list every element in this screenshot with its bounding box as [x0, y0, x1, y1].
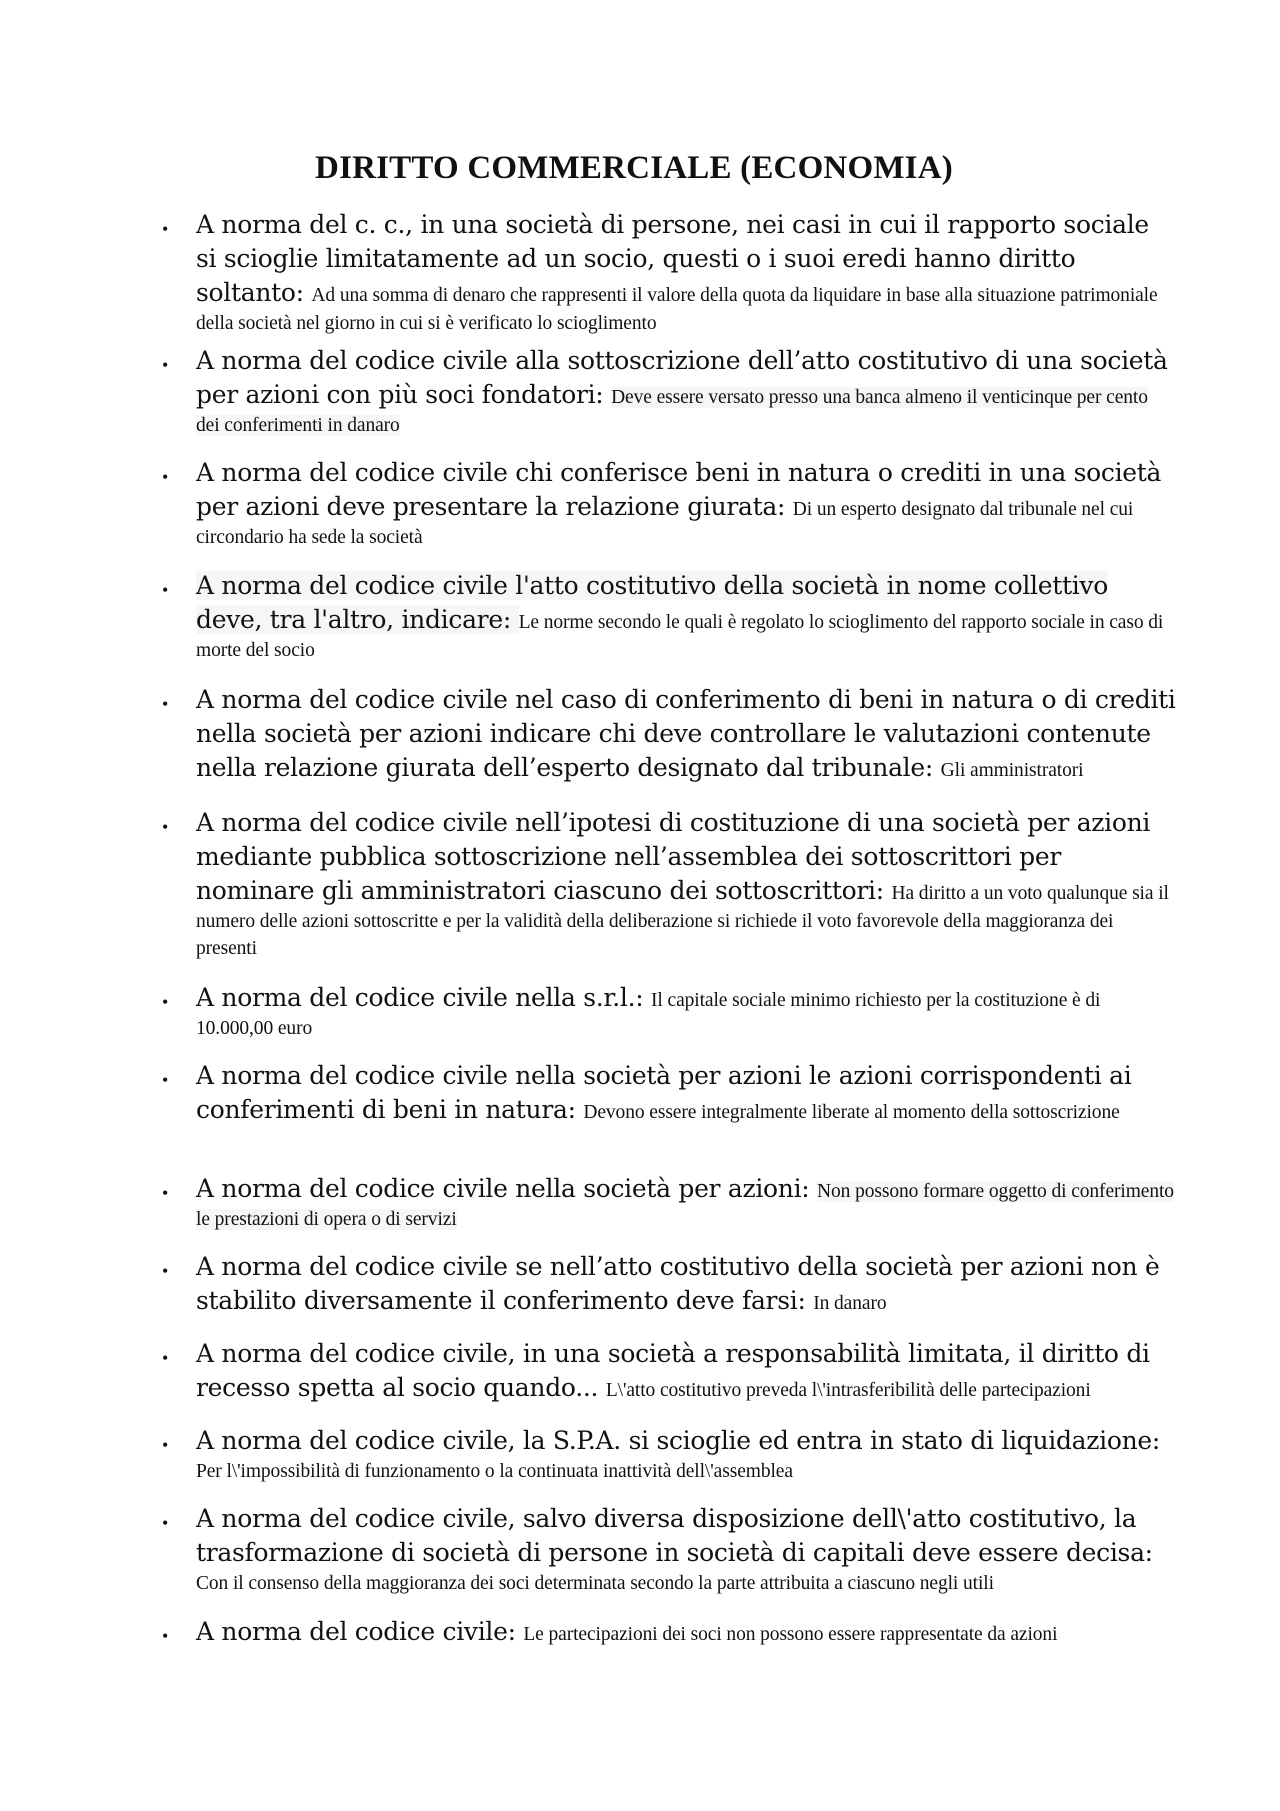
answer-text: In danaro: [813, 1293, 887, 1314]
answer-text: Con il consenso della maggioranza dei soci determinata secondo la parte attribuita a ciascuno negli utili: [196, 1573, 994, 1594]
answer-text: L\'atto costitutivo preveda l\'intrasferibilità delle partecipazioni: [605, 1380, 1091, 1401]
bullet-icon: •: [162, 355, 169, 375]
list-item: [162, 1615, 1176, 1649]
list-item: [162, 1502, 1176, 1597]
question-text: A norma del codice civile, la S.P.A. si scioglie ed entra in stato di liquidazione:: [196, 1426, 1161, 1455]
answer-text: Deve essere versato presso una banca almeno il venticinque per cento dei conferimenti in danaro: [196, 387, 1148, 436]
bullet-icon: •: [162, 817, 169, 837]
list-item: [162, 1172, 1176, 1233]
question-text: A norma del codice civile nel caso di conferimento di beni in natura o di crediti nella società per azioni indicare chi deve controllare le valutazioni contenute nella relazione giurata dell’esperto designato dal tribunale:: [196, 685, 1176, 782]
list-item: [162, 1424, 1176, 1485]
question-text: A norma del codice civile alla sottoscrizione dell’atto costitutivo di una società per azioni con più soci fondatori:: [196, 346, 1168, 409]
bullet-icon: •: [162, 1183, 169, 1203]
question-text: A norma del codice civile, salvo diversa disposizione dell\'atto costitutivo, la trasformazione di società di persone in società di capitali deve essere decisa:: [196, 1504, 1153, 1567]
question-text: A norma del codice civile chi conferisce beni in natura o crediti in una società per azioni deve presentare la relazione giurata:: [196, 458, 1162, 521]
bullet-icon: •: [162, 219, 169, 239]
bullet-icon: •: [162, 467, 169, 487]
list-item: [162, 1337, 1176, 1405]
page-title: DIRITTO COMMERCIALE (ECONOMIA): [315, 150, 953, 186]
answer-text: Di un esperto designato dal tribunale nel cui circondario ha sede la società: [196, 499, 1134, 548]
list-item: [162, 981, 1176, 1042]
list-item: [162, 806, 1176, 962]
bullet-icon: •: [162, 694, 169, 714]
list-item: [162, 569, 1176, 664]
list-item: [162, 456, 1176, 551]
answer-text: Per l\'impossibilità di funzionamento o la continuata inattività dell\'assemblea: [196, 1461, 793, 1482]
bullet-icon: •: [162, 1261, 169, 1281]
question-text: A norma del codice civile se nell’atto costitutivo della società per azioni non è stabilito diversamente il conferimento deve farsi:: [196, 1252, 1160, 1315]
answer-text: Le norme secondo le quali è regolato lo scioglimento del rapporto sociale in caso di morte del socio: [196, 612, 1164, 661]
answer-text: Ad una somma di denaro che rappresenti il valore della quota da liquidare in base alla situazione patrimoniale della società nel giorno in cui si è verificato lo scioglimento: [196, 285, 1158, 334]
list-item: [162, 344, 1176, 439]
answer-text: Ha diritto a un voto qualunque sia il numero delle azioni sottoscritte e per la validità della deliberazione si richiede il voto favorevole della maggioranza dei presenti: [196, 883, 1169, 959]
answer-text: Devono essere integralmente liberate al momento della sottoscrizione: [583, 1102, 1120, 1123]
answer-text: Gli amministratori: [940, 760, 1084, 781]
list-item: [162, 1059, 1176, 1127]
answer-text: Le partecipazioni dei soci non possono essere rappresentate da azioni: [523, 1624, 1058, 1645]
bullet-icon: •: [162, 1435, 169, 1455]
question-text: A norma del codice civile:: [196, 1617, 524, 1646]
bullet-icon: •: [162, 1626, 169, 1646]
question-text: A norma del codice civile, in una società a responsabilità limitata, il diritto di recesso spetta al socio quando...: [196, 1339, 1150, 1402]
bullet-icon: •: [162, 1348, 169, 1368]
bullet-icon: •: [162, 992, 169, 1012]
question-text: A norma del c. c., in una società di persone, nei casi in cui il rapporto sociale si scioglie limitatamente ad un socio, questi o i suoi eredi hanno diritto soltanto:: [196, 210, 1149, 307]
bullet-icon: •: [162, 1070, 169, 1090]
list-item: [162, 208, 1176, 337]
answer-text: Il capitale sociale minimo richiesto per la costituzione è di 10.000,00 euro: [196, 990, 1101, 1039]
bullet-icon: •: [162, 580, 169, 600]
question-text: A norma del codice civile nella s.r.l.:: [196, 983, 652, 1012]
bullet-icon: •: [162, 1513, 169, 1533]
question-text: A norma del codice civile l'atto costitutivo della società in nome collettivo deve, tra l'altro, indicare:: [196, 571, 1109, 634]
list-item: [162, 1250, 1176, 1318]
list-item: [162, 683, 1176, 785]
answer-text: Non possono formare oggetto di conferimento le prestazioni di opera o di servizi: [196, 1181, 1174, 1230]
question-text: A norma del codice civile nella società per azioni le azioni corrispondenti ai conferimenti di beni in natura:: [196, 1061, 1132, 1124]
question-text: A norma del codice civile nell’ipotesi di costituzione di una società per azioni mediante pubblica sottoscrizione nell’assemblea dei sottoscrittori per nominare gli amministratori ciascuno dei sottoscrittori:: [196, 808, 1151, 905]
question-text: A norma del codice civile nella società per azioni:: [196, 1174, 818, 1203]
